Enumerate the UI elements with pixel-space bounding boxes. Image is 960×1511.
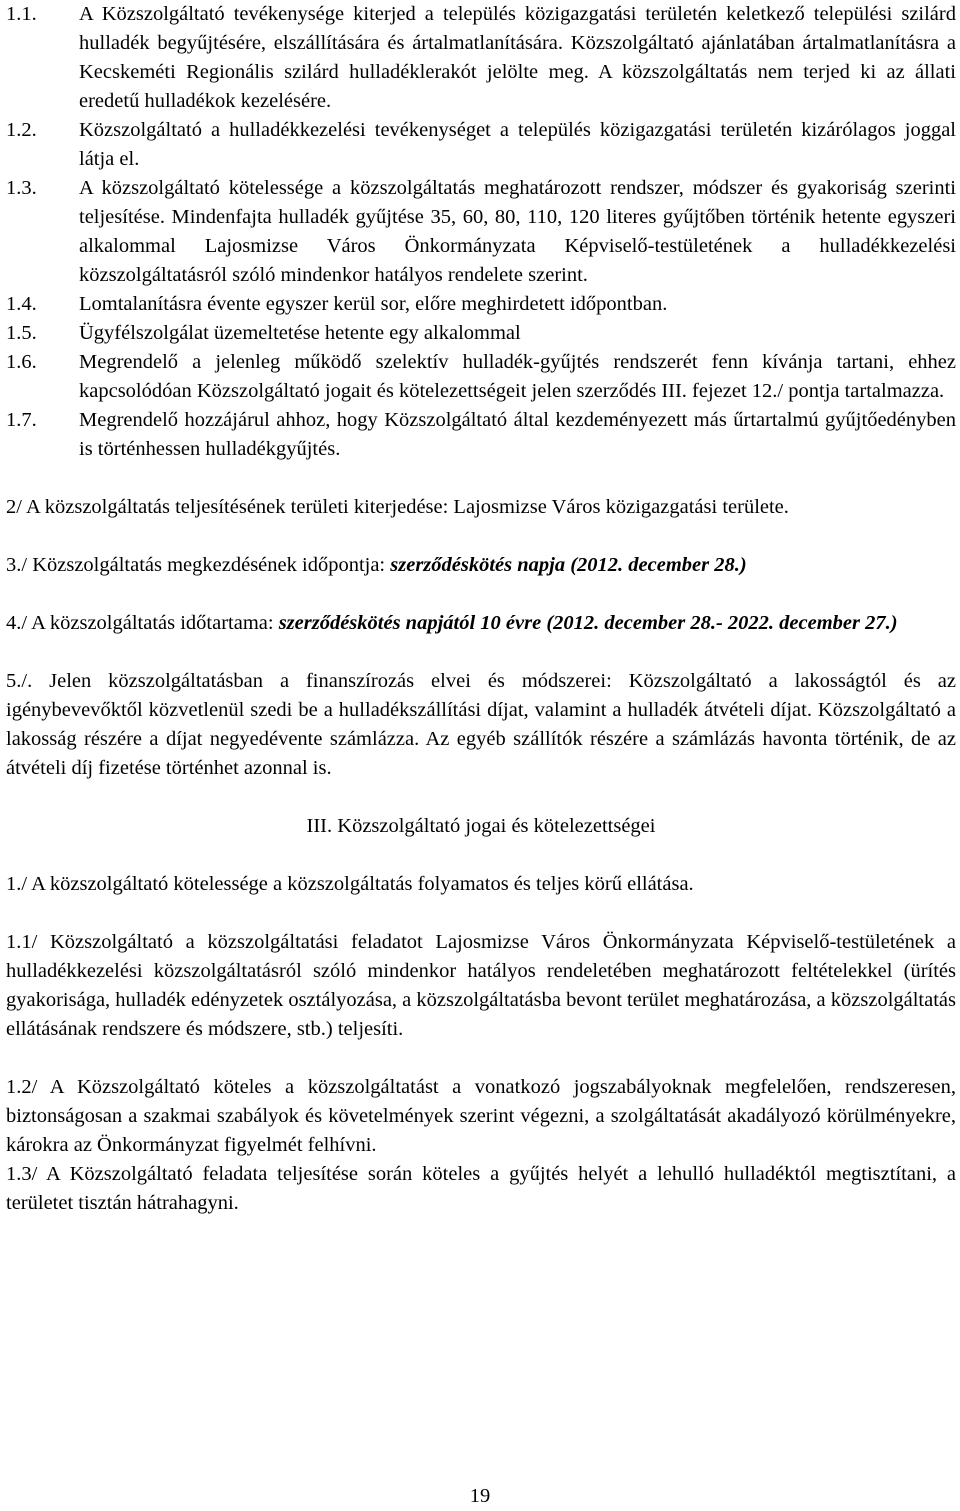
section-3-label: 3./ Közszolgáltatás megkezdésének időpontja: [6, 554, 391, 576]
clause-number: 1.3. [6, 177, 37, 199]
section-3-value: szerződéskötés napja (2012. december 28.) [390, 554, 747, 576]
clause-number: 1.1. [6, 3, 37, 25]
clause-number: 1.5. [6, 322, 37, 344]
clause-number: 1.6. [6, 351, 37, 373]
clause-1-1 [6, 0, 956, 116]
section-2: 2/ A közszolgáltatás teljesítésének területi kiterjedése: Lajosmizse Város közigazgatási területe. [6, 496, 789, 518]
clause-1-5 [6, 319, 956, 348]
chapter3-point-1-1: 1.1/ Közszolgáltató a közszolgáltatási feladatot Lajosmizse Város Önkormányzata Képviselő-testületének a hulladékkezelési közszolgáltatásról szóló mindenkor hatályos rendeletében meghatározott feltételekkel (ürítés gyakorisága, hulladék edényzetek osztályozása, a közszolgáltatásba bevont terület meghatározása, a közszolgáltatás ellátásának rendszere és módszere, stb.) teljesíti. [6, 931, 956, 1040]
page-number: 19 [469, 1485, 491, 1507]
clause-text: Megrendelő hozzájárul ahhoz, hogy Közszolgáltató által kezdeményezett más űrtartalmú gyűjtőedényben is történhessen hulladékgyűjtés. [79, 409, 956, 460]
clause-number: 1.7. [6, 409, 37, 431]
clause-1-4 [6, 290, 956, 319]
chapter3-point-1-3: 1.3/ A Közszolgáltató feladata teljesítése során köteles a gyűjtés helyét a lehulló hulladéktól megtisztítani, a területet tisztán hátrahagyni. [6, 1163, 956, 1214]
chapter3-point-1-2: 1.2/ A Közszolgáltató köteles a közszolgáltatást a vonatkozó jogszabályoknak megfelelően, rendszeresen, biztonságosan a szakmai szabályok és követelmények szerint végezni, a szolgáltatását akadályozó körülményekre, károkra az Önkormányzat figyelmét felhívni. [6, 1076, 956, 1156]
section-4 [6, 609, 956, 638]
section-5: 5./. Jelen közszolgáltatásban a finanszírozás elvei és módszerei: Közszolgáltató a lakosságtól és az igénybevevőktől közvetlenül szedi be a hulladékszállítási díjat, valamint a hulladék átvételi díjat. Közszolgáltató a lakosság részére a díjat negyedévente számlázza. Az egyéb szállítók részére a számlázás havonta történik, de az átvételi díj fizetése történhet azonnal is. [6, 670, 956, 779]
clause-number: 1.2. [6, 119, 37, 141]
clause-1-7 [6, 406, 956, 464]
clause-number: 1.4. [6, 293, 37, 315]
chapter3-point-1: 1./ A közszolgáltató kötelessége a közszolgáltatás folyamatos és teljes körű ellátása. [6, 873, 694, 895]
section-3 [6, 551, 956, 580]
clause-text: Közszolgáltató a hulladékkezelési tevékenységet a település közigazgatási területén kizárólagos joggal látja el. [79, 119, 956, 170]
clause-1-6 [6, 348, 956, 406]
clause-text: Megrendelő a jelenleg működő szelektív hulladék-gyűjtés rendszerét fenn kívánja tartani, ehhez kapcsolódóan Közszolgáltató jogait és kötelezettségeit jelen szerződés III. fejezet 12./ pontja tartalmazza. [79, 351, 956, 402]
clause-1-2 [6, 116, 956, 174]
section-4-label: 4./ A közszolgáltatás időtartama: [6, 612, 279, 634]
clause-text: Ügyfélszolgálat üzemeltetése hetente egy alkalommal [79, 322, 521, 344]
chapter-heading: III. Közszolgáltató jogai és kötelezettségei [306, 815, 656, 837]
clause-text: A közszolgáltató kötelessége a közszolgáltatás meghatározott rendszer, módszer és gyakoriság szerinti teljesítése. Mindenfajta hulladék gyűjtése 35, 60, 80, 110, 120 literes gyűjtőben történik hetente egyszeri alkalommal Lajosmizse Város Önkormányzata Képviselő-testületének a hulladékkezelési közszolgáltatásról szóló mindenkor hatályos rendelete szerint. [79, 177, 956, 286]
clause-text: A Közszolgáltató tevékenysége kiterjed a település közigazgatási területén keletkező települési szilárd hulladék begyűjtésére, elszállítására és ártalmatlanítására. Közszolgáltató ajánlatában ártalmatlanításra a Kecskeméti Regionális szilárd hulladéklerakót jelölte meg. A közszolgáltatás nem terjed ki az állati eredetű hulladékok kezelésére. [79, 3, 956, 112]
clause-1-3 [6, 174, 956, 290]
section-4-value: szerződéskötés napjától 10 évre (2012. december 28.- 2022. december 27.) [278, 612, 898, 634]
clause-text: Lomtalanításra évente egyszer kerül sor, előre meghirdetett időpontban. [79, 293, 668, 315]
document-page [6, 0, 956, 1218]
